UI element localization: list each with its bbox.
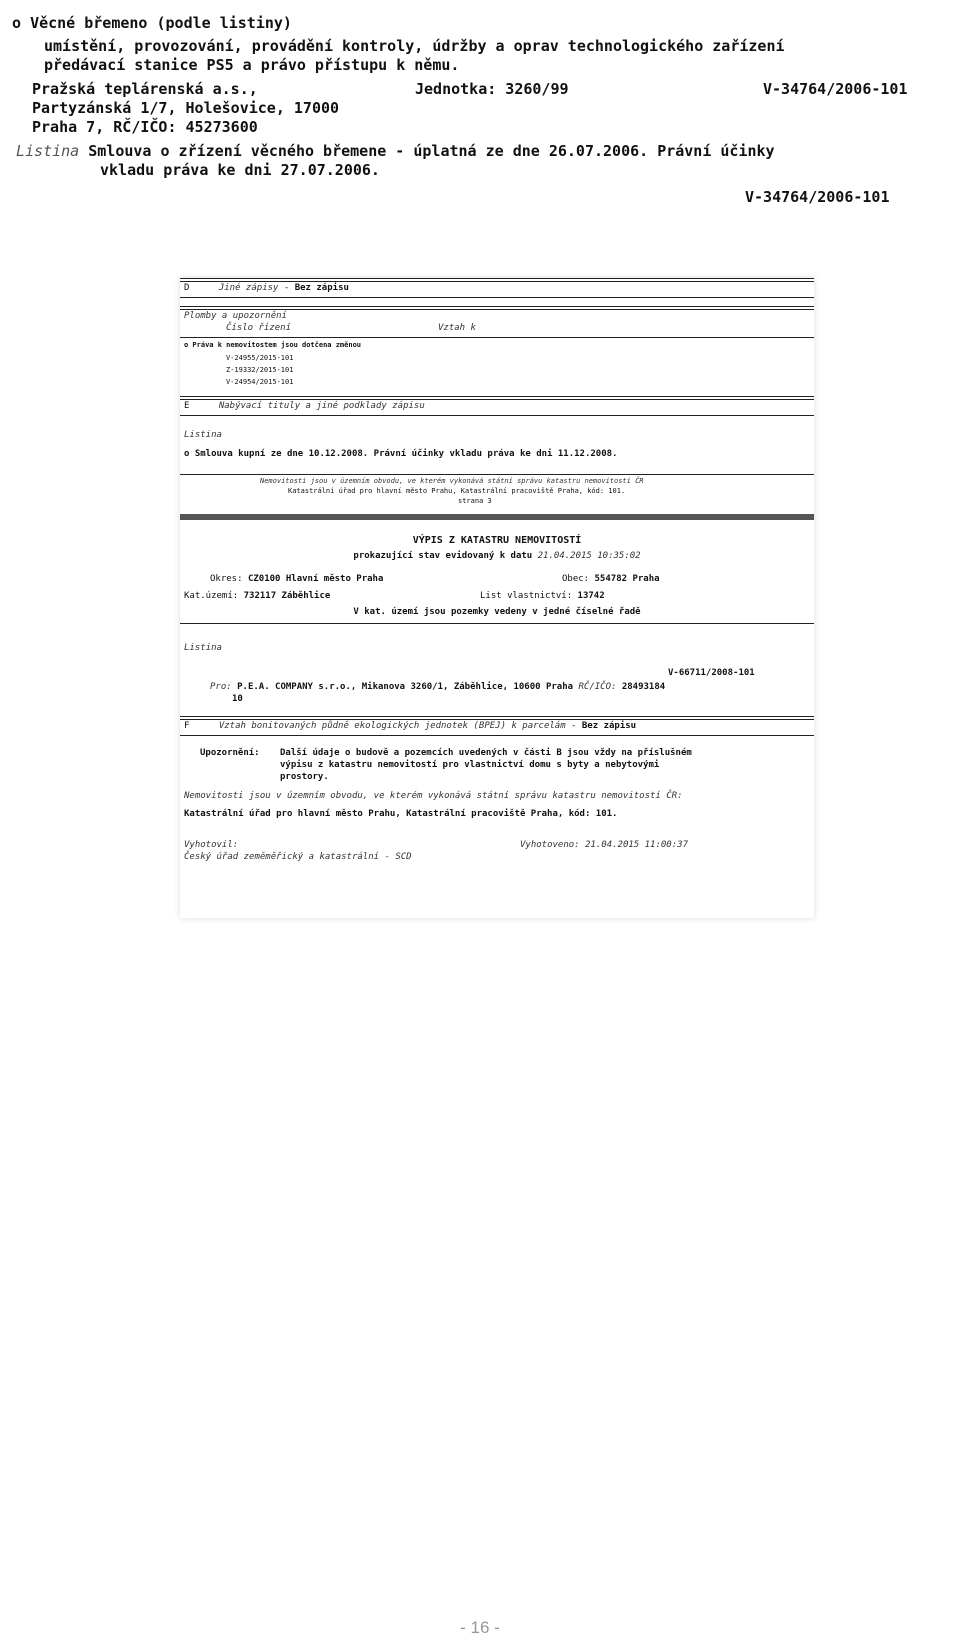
owner-name: Pražská teplárenská a.s., [32, 80, 258, 98]
page-number: - 16 - [460, 1618, 500, 1637]
listina-text-cont: vkladu práva ke dni 27.07.2006. [100, 161, 380, 179]
katastralni-urad: Katastrální úřad pro hlavní město Prahu, Katastrální pracoviště Praha, kód: 101. [184, 809, 618, 819]
listina-row [16, 142, 775, 161]
easement-heading [12, 14, 292, 33]
katuzemi-label: Kat.území: [184, 591, 239, 601]
okres-row [210, 574, 383, 585]
divider [180, 396, 814, 400]
cadastre-extract-page [180, 278, 814, 918]
page-indicator: strana 3 [458, 497, 492, 505]
extract-title: VÝPIS Z KATASTRU NEMOVITOSTÍ [412, 535, 582, 546]
divider [180, 623, 814, 624]
owner-address-line2: Praha 7, RČ/IČO: 45273600 [32, 118, 258, 136]
prokazujici-label: prokazující stav evidovaný k datu [353, 551, 533, 561]
listina-label: Listina [16, 142, 80, 160]
rizeni-item: V-24955/2015-101 [226, 354, 294, 362]
owner-address-line1: Partyzánská 1/7, Holešovice, 17000 [32, 99, 340, 117]
section-f-value: Bez zápisu [581, 721, 637, 731]
footer-note-line2: Katastrální úřad pro hlavní město Prahu, Katastrální pracoviště Praha, kód: 101. [288, 487, 626, 495]
section-e-title: Nabývací tituly a jiné podklady zápisu [218, 401, 425, 411]
easement-desc-line1: umístění, provozování, provádění kontroly, údržby a oprav technologického zařízení [44, 37, 785, 55]
extract-subtitle [180, 551, 814, 562]
bullet: o [12, 14, 22, 32]
katuzemi-row [184, 591, 330, 602]
vyhotoveno-label: Vyhotoveno: [520, 840, 580, 850]
reference-number: V-34764/2006-101 [745, 188, 890, 206]
section-d-label: D [184, 283, 190, 293]
divider [180, 735, 814, 736]
vztah-k-header: Vztah k [438, 323, 476, 333]
upozorneni-label: Upozornění: [200, 748, 260, 758]
okres-label: Okres: [210, 574, 243, 584]
reference-number-2: V-66711/2008-101 [668, 668, 755, 678]
prokazujici-date: 21.04.2015 10:35:02 [537, 551, 641, 561]
page-break-bar [180, 514, 814, 520]
vyhotovil-value: Český úřad zeměměřický a katastrální - SCD [184, 852, 412, 862]
obec-row [562, 574, 660, 585]
divider [180, 297, 814, 298]
smlouva-kupni: o Smlouva kupní ze dne 10.12.2008. Právní účinky vkladu práva ke dni 11.12.2008. [184, 449, 618, 459]
nemovitosti-note: Nemovitosti jsou v územním obvodu, ve kterém vykonává státní správu katastru nemovitostí ČR: [184, 791, 683, 801]
divider [180, 306, 814, 310]
obec-value: 554782 Praha [594, 574, 660, 584]
pro-row [210, 682, 665, 693]
listina-text: Smlouva o zřízení věcného břemene - úplatná ze dne 26.07.2006. Právní účinky [88, 142, 775, 160]
divider [180, 337, 814, 338]
upozorneni-line1: Další údaje o budově a pozemcích uvedených v části B jsou vždy na příslušném [280, 748, 692, 758]
lv-label: List vlastnictví: [480, 591, 573, 601]
listina-label: Listina [184, 430, 222, 440]
rc-label: RČ/IČO: [578, 682, 617, 692]
owner-unit: Jednotka: 3260/99 [415, 80, 569, 98]
dash: - [565, 721, 582, 731]
section-e-header [184, 401, 425, 412]
upozorneni-line3: prostory. [280, 772, 329, 782]
okres-value: CZ0100 Hlavní město Praha [247, 574, 384, 584]
prava-notice: o Práva k nemovitostem jsou dotčena změnou [184, 341, 362, 349]
rizeni-item: V-24954/2015-101 [226, 378, 294, 386]
section-f-label: F [184, 721, 190, 731]
owner-reference: V-34764/2006-101 [763, 80, 908, 98]
section-d-header [184, 283, 349, 294]
footer-note-line1: Nemovitosti jsou v územním obvodu, ve kterém vykonává státní správu katastru nemovitostí ČR [260, 477, 644, 485]
section-e-label: E [184, 401, 190, 411]
easement-desc-line2: předávací stanice PS5 a právo přístupu k němu. [44, 56, 460, 74]
divider [180, 716, 814, 720]
lv-value: 13742 [577, 591, 605, 601]
divider [180, 415, 814, 416]
vyhotoveno-value: 21.04.2015 11:00:37 [585, 840, 688, 850]
listina2-label: Listina [184, 643, 222, 653]
pro-value: P.E.A. COMPANY s.r.o., Mikanova 3260/1, Záběhlice, 10600 Praha [237, 682, 574, 692]
easement-title: Věcné břemeno (podle listiny) [30, 14, 292, 32]
vyhotovil-label: Vyhotovil: [184, 840, 239, 850]
vyhotoveno-row [520, 840, 688, 851]
lv-row [480, 591, 605, 602]
rizeni-item: Z-19332/2015-101 [226, 366, 294, 374]
dash: - [278, 283, 295, 293]
cislo-rizeni-header: Číslo řízení [226, 323, 292, 333]
divider [180, 278, 814, 282]
katuzemi-value: 732117 Záběhlice [243, 591, 331, 601]
rc-cont: 10 [232, 694, 243, 704]
section-d-title: Jiné zápisy [218, 283, 279, 293]
section-f-header [184, 721, 636, 732]
section-d-value: Bez zápisu [294, 283, 349, 293]
section-f-title: Vztah bonitovaných půdně ekologických jednotek (BPEJ) k parcelám [218, 721, 566, 731]
obec-label: Obec: [562, 574, 590, 584]
pro-label: Pro: [210, 682, 232, 692]
pozemky-note: V kat. území jsou pozemky vedeny v jedné číselné řadě [353, 607, 641, 617]
divider [180, 474, 814, 475]
upozorneni-line2: výpisu z katastru nemovitostí pro vlastnictví domu s byty a nebytovými [280, 760, 660, 770]
plomby-label: Plomby a upozornění [184, 311, 287, 321]
rc-value: 28493184 [621, 682, 666, 692]
